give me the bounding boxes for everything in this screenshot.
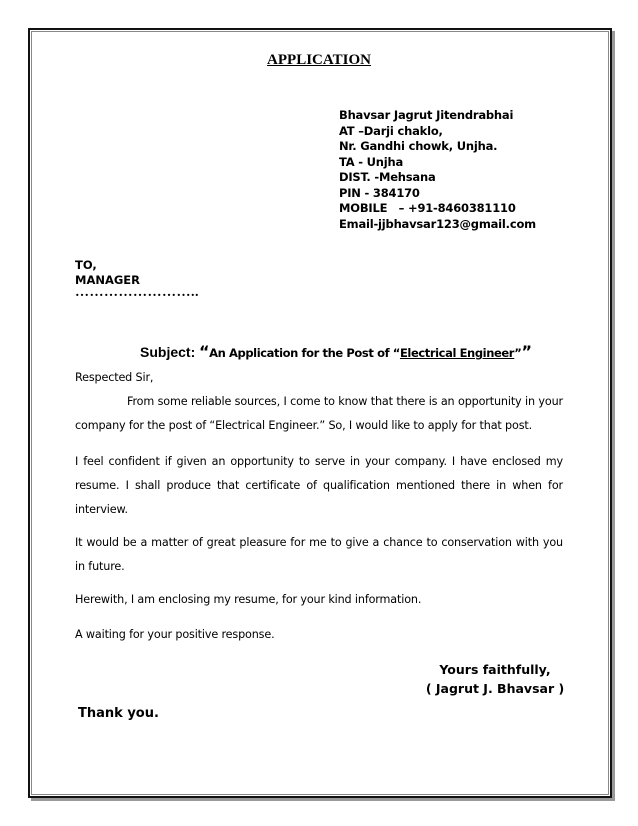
letter-body-1 (75, 366, 563, 438)
address-line: Nr. Gandhi chowk, Unjha. (339, 139, 498, 153)
signature-block (420, 660, 570, 698)
document-title: APPLICATION (267, 52, 371, 68)
paragraph-4: Herewith, I am enclosing my resume, for your kind information. (75, 593, 422, 606)
to-label: TO, (75, 258, 97, 272)
salutation: Respected Sir, (75, 371, 154, 384)
subject-open-quote: “ (198, 342, 210, 361)
paragraph-1: From some reliable sources, I come to know that there is an opportunity in your company for the post of “Electrical Engineer.” So, I would like to apply for that post. (75, 395, 563, 432)
address-line: PIN - 384170 (339, 185, 420, 200)
recipient-title: MANAGER (75, 273, 141, 287)
paragraph-5: A waiting for your positive response. (75, 628, 275, 641)
closing: Yours faithfully, (439, 662, 551, 677)
subject-line (140, 342, 532, 361)
subject-label: Subject: (140, 344, 196, 360)
address-line: Bhavsar Jagrut Jitendrabhai (339, 108, 514, 122)
paragraph-2: I feel confident if given an opportunity to serve in your company. I have enclosed my resume. I shall produce that certificate of qualification mentioned there in when for interview. (75, 455, 563, 516)
paragraph-3: It would be a matter of great pleasure for me to give a chance to conservation with you in future. (75, 536, 563, 573)
subject-close-quote: ” (521, 342, 532, 361)
address-line: AT –Darji chaklo, (339, 123, 443, 138)
thank-you: Thank you. (78, 706, 159, 721)
recipient-dots: …………………….. (75, 285, 199, 300)
subject-post: Electrical Engineer (399, 346, 515, 360)
signature-name: ( Jagrut J. Bhavsar ) (425, 681, 565, 696)
address-line: Email-jjbhavsar123@gmail.com (339, 216, 536, 231)
sender-address (339, 108, 536, 232)
subject-end: ” (514, 346, 522, 360)
subject-text: An Application for the Post of “ (209, 346, 400, 360)
address-line: TA - Unjha (339, 154, 404, 169)
address-line: DIST. -Mehsana (339, 170, 436, 184)
address-line: MOBILE – +91-8460381110 (339, 201, 516, 215)
recipient-block (75, 258, 140, 288)
